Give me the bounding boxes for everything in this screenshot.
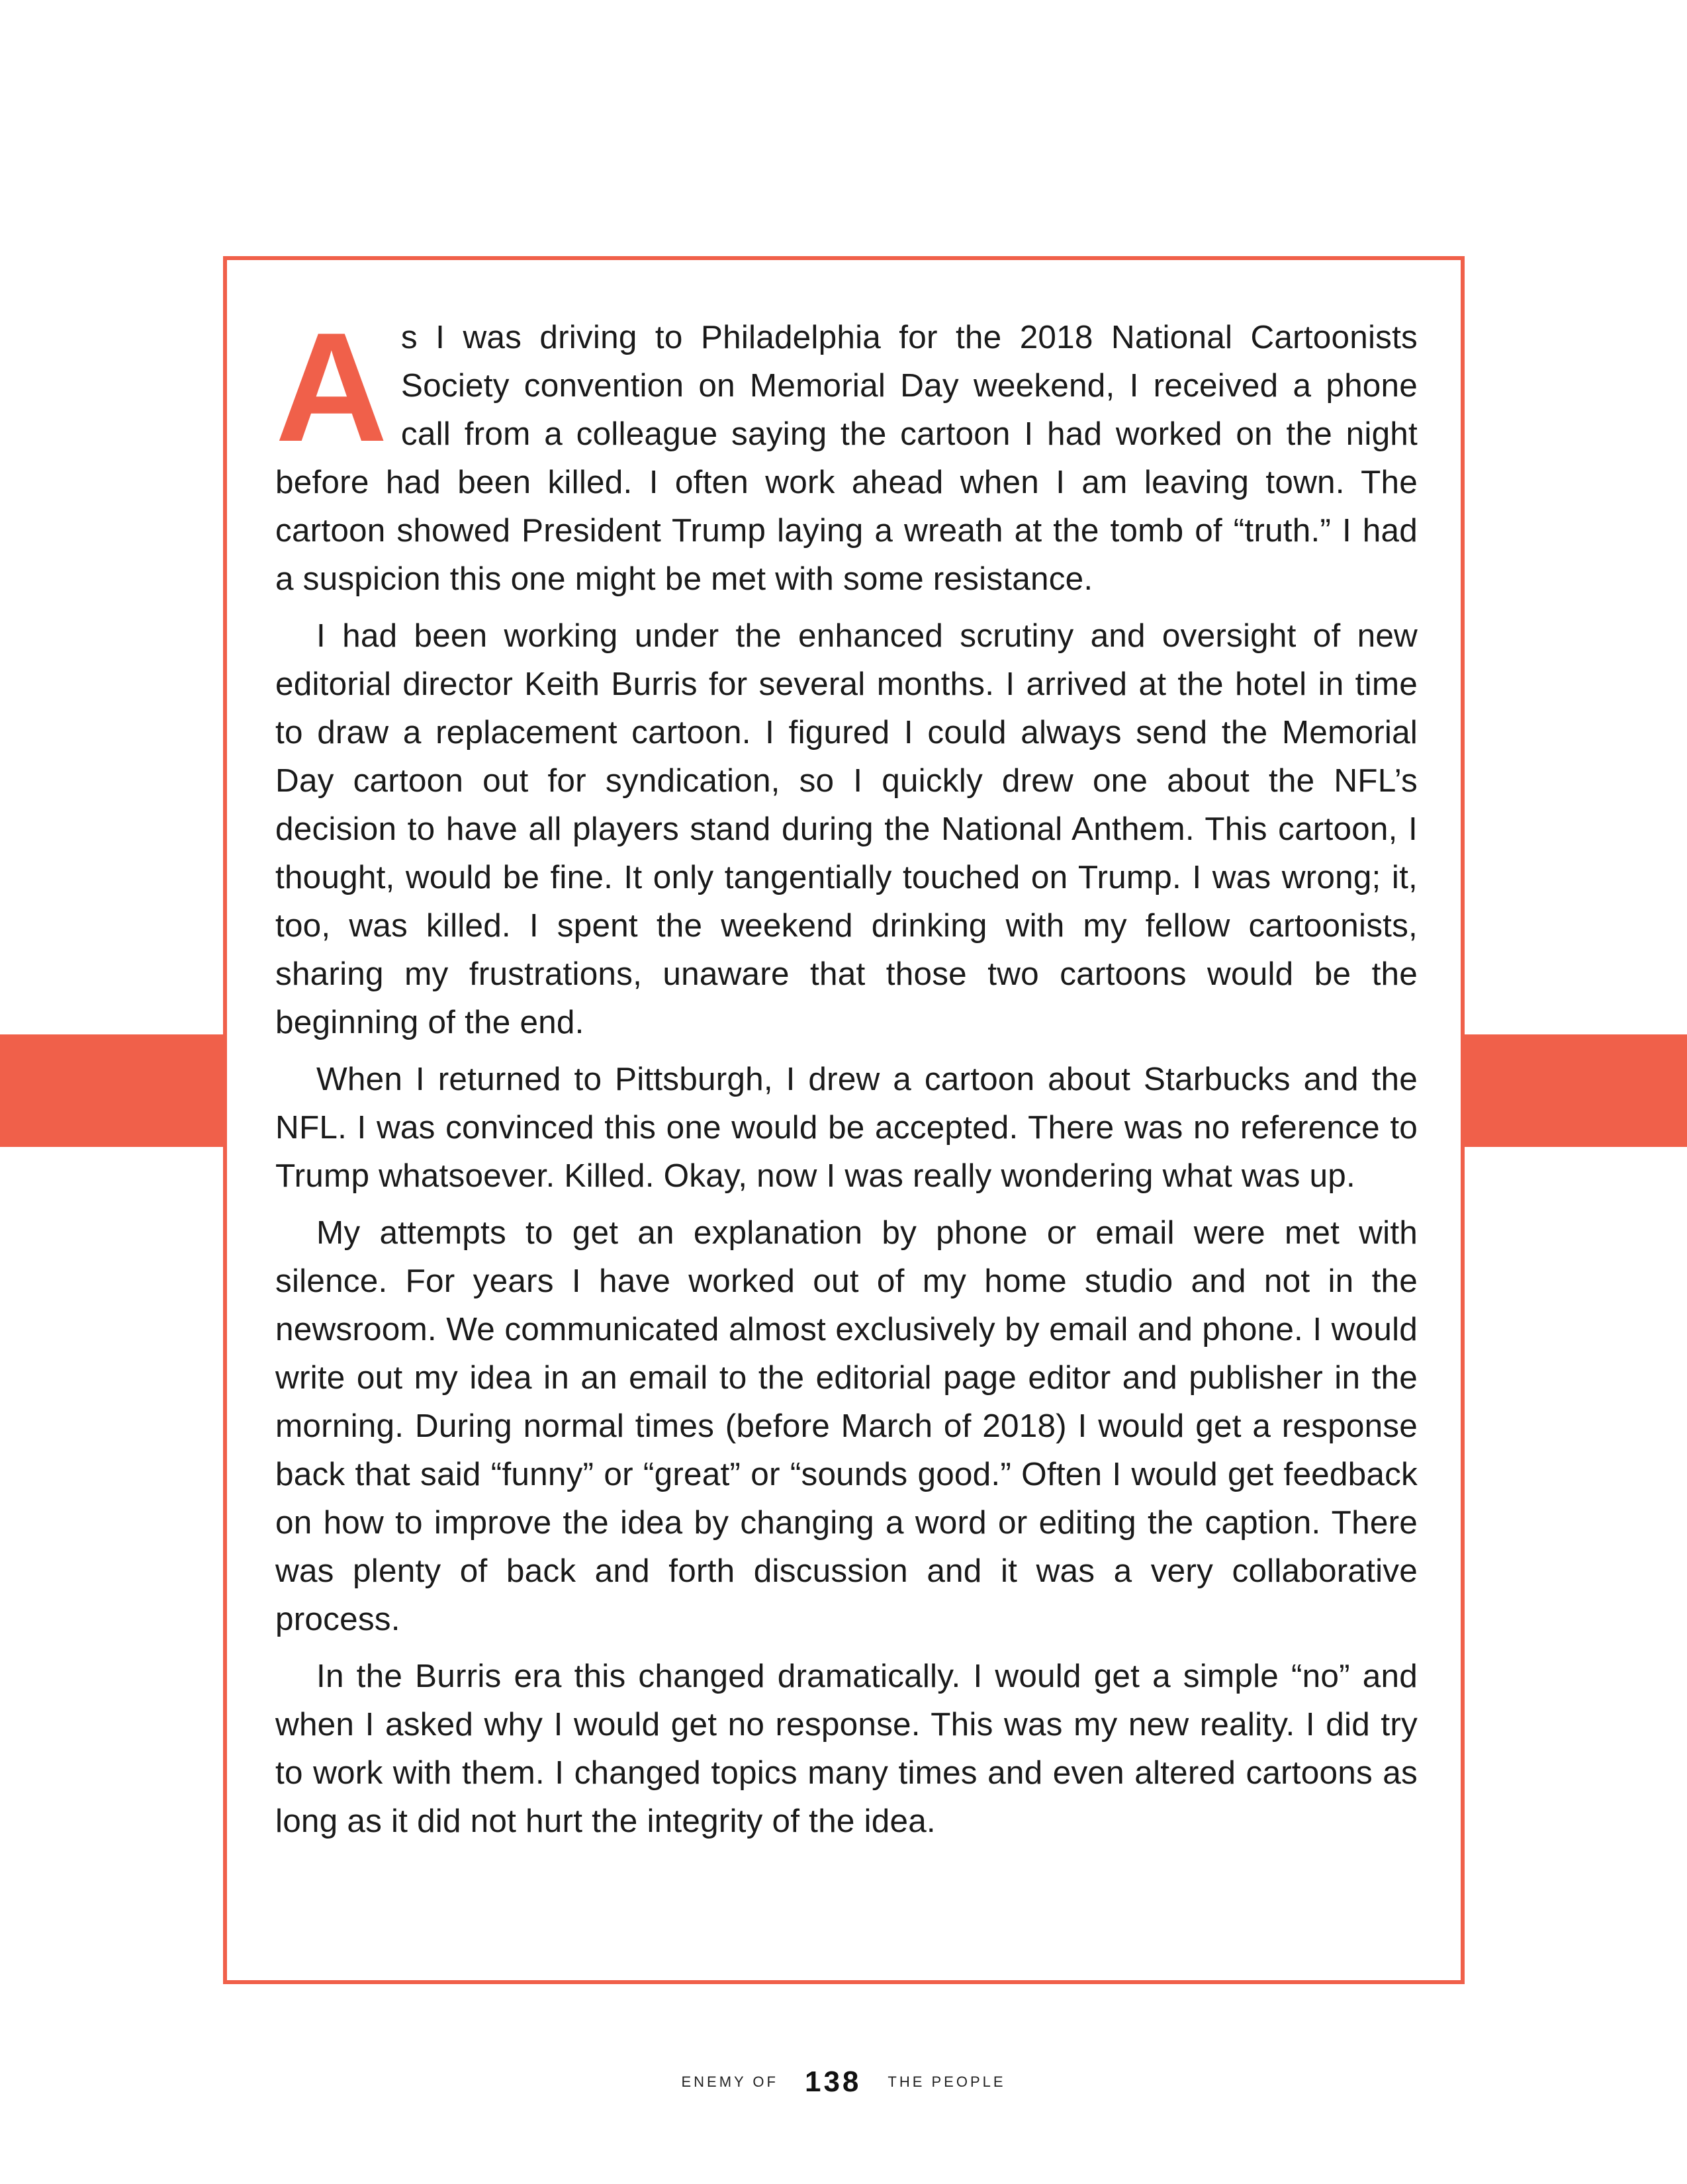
page-number: 138 — [804, 2066, 862, 2098]
decorative-band-left — [0, 1034, 228, 1147]
decorative-band-right — [1459, 1034, 1687, 1147]
paragraph-2: I had been working under the enhanced scrutiny and oversight of new editorial director Keith Burris for several months. I arrived at the hotel in time to draw a replacement cartoon. I figured I could always send the Memorial Day cartoon out for syndication, so I quickly drew one about the NFL’s decision to have all players stand during the National Anthem. This cartoon, I thought, would be fine. It only tangentially touched on Trump. I was wrong; it, too, was killed. I spent the weekend drinking with my fellow cartoonists, sharing my frustrations, unaware that those two cartoons would be the beginning of the end. — [275, 617, 1418, 1040]
book-title-right: THE PEOPLE — [888, 2073, 1006, 2090]
paragraph-1 — [275, 300, 1418, 603]
paragraph-1-text: s I was driving to Philadelphia for the 2018 National Cartoonists Society convention on Memorial Day weekend, I received a phone call from a colleague saying the cartoon I had worked on the night before had been killed. I often work ahead when I am leaving town. The cartoon showed President Trump laying a wreath at the tomb of “truth.” I had a suspicion this one might be met with some resistance. — [275, 319, 1418, 597]
paragraph-5: In the Burris era this changed dramatically. I would get a simple “no” and when I asked why I would get no response. This was my new reality. I did try to work with them. I changed topics many times and even altered cartoons as long as it did not hurt the integrity of the idea. — [275, 1658, 1418, 1839]
book-title-left: ENEMY OF — [681, 2073, 778, 2090]
article-frame — [223, 256, 1465, 1984]
paragraph-3: When I returned to Pittsburgh, I drew a cartoon about Starbucks and the NFL. I was convinced this one would be accepted. There was no reference to Trump whatsoever. Killed. Okay, now I was really wondering what was up. — [275, 1061, 1418, 1194]
paragraph-4: My attempts to get an explanation by phone or email were met with silence. For years I have worked out of my home studio and not in the newsroom. We communicated almost exclusively by email and phone. I would write out my idea in an email to the editorial page editor and publisher in the morning. During normal times (before March of 2018) I would get a response back that said “funny” or “great” or “sounds good.” Often I would get feedback on how to improve the idea by changing a word or editing the caption. There was plenty of back and forth discussion and it was a very collaborative process. — [275, 1214, 1418, 1637]
drop-cap: A — [275, 300, 388, 474]
article-body — [275, 300, 1418, 1854]
page-footer — [0, 2066, 1687, 2099]
